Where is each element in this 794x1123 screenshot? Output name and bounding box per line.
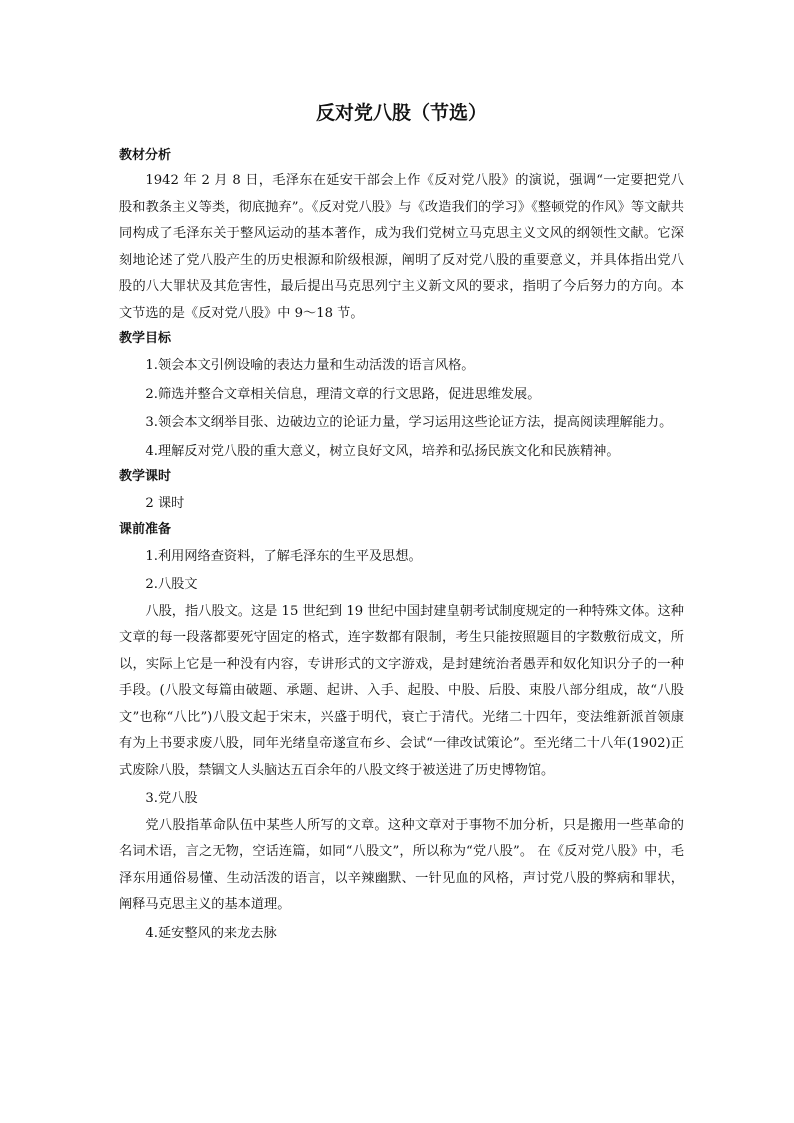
hours-text: 2 课时 bbox=[145, 496, 185, 511]
goal-item-3: 3.领会本文纲举目张、边破边立的论证力量，学习运用这些论证方法，提高阅读理解能力。 bbox=[145, 415, 673, 430]
analysis-paragraph: 1942 年 2 月 8 日，毛泽东在延安干部会上作《反对党八股》的演说，强调“一定要把党八股和教条主义等类，彻底抛弃”。《反对党八股》与《改造我们的学习》《整顿党的作风》等文献共同构成了毛泽东关于整风运动的基本著作，成为我们党树立马克思主义文风的纲领性文献。它深刻地论述了党八股产生的历史根源和阶级根源，阐明了反对党八股的重要意义，并具体指出党八股的八大罪状及其危害性，最后提出马克思列宁主义新文风的要求，指明了今后努力的方向。本文节选的是《反对党八股》中 9～18 节。 bbox=[119, 173, 684, 321]
prep-item-2: 2.八股文 bbox=[145, 577, 198, 592]
prep-item-1: 1.利用网络查资料，了解毛泽东的生平及思想。 bbox=[145, 548, 422, 564]
section-heading-goals: 教学目标 bbox=[119, 331, 172, 346]
prep-item-3-paragraph: 党八股指革命队伍中某些人所写的文章。这种文章对于事物不加分析，只是搬用一些革命的名词术语，言之无物，空话连篇，如同“八股文”，所以称为“党八股”。 在《反对党八股》中，毛泽东用通俗易懂、生动活泼的语言，以辛辣幽默、一针见血的风格，声讨党八股的弊病和罪状，阐释马克思主义的基本道理。 bbox=[119, 817, 684, 912]
prep-item-3: 3.党八股 bbox=[145, 791, 198, 806]
goal-item-1: 1.领会本文引例设喻的表达力量和生动活泼的语言风格。 bbox=[145, 358, 475, 373]
page-title: 反对党八股（节选） bbox=[315, 102, 487, 124]
section-heading-analysis: 教材分析 bbox=[119, 148, 172, 163]
goal-item-4: 4.理解反对党八股的重大意义，树立良好文风，培养和弘扬民族文化和民族精神。 bbox=[145, 443, 620, 459]
section-heading-hours: 教学课时 bbox=[119, 469, 172, 484]
section-heading-prep: 课前准备 bbox=[119, 521, 172, 537]
document-body bbox=[119, 100, 684, 947]
prep-item-2-paragraph: 八股，指八股文。这是 15 世纪到 19 世纪中国封建皇朝考试制度规定的一种特殊文体。这种文章的每一段落都要死守固定的格式，连字数都有限制，考生只能按照题目的字数敷衍成文，所以，实际上它是一种没有内容，专讲形式的文字游戏，是封建统治者愚弄和奴化知识分子的一种手段。(八股文每篇由破题、承题、起讲、入手、起股、中股、后股、束股八部分组成，故“八股文”也称“八比”)八股文起于宋末，兴盛于明代，衰亡于清代。光绪二十四年，变法维新派首领康有为上书要求废八股，同年光绪皇帝遂宣布乡、会试“一律改试策论”。至光绪二十八年(1902)正式废除八股，禁锢文人头脑达五百余年的八股文终于被送进了历史博物馆。 bbox=[119, 603, 684, 778]
goal-item-2: 2.筛选并整合文章相关信息，理清文章的行文思路，促进思维发展。 bbox=[145, 386, 541, 402]
prep-item-4: 4.延安整风的来龙去脉 bbox=[145, 925, 277, 941]
